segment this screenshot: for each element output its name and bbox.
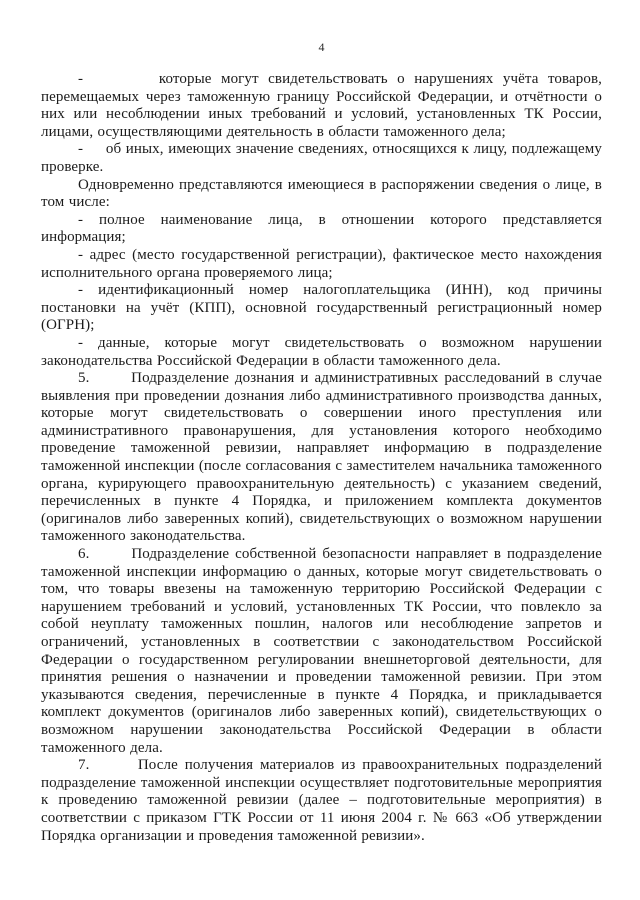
paragraph-dash-item-full-name: - полное наименование лица, в отношении которого представляется информация;	[41, 211, 602, 246]
paragraph-intro-available-info: Одновременно представляются имеющиеся в распоряжении сведения о лице, в том числе:	[41, 176, 602, 211]
paragraph-dash-item-other-info: - об иных, имеющих значение сведениях, относящихся к лицу, подлежащему проверке.	[41, 141, 602, 175]
paragraph-dash-item-inn-kpp-ogrn: - идентификационный номер налогоплательщика (ИНН), код причины постановки на учёт (КПП), основной государственный регистрационный номер (ОГРН);	[41, 282, 602, 334]
paragraph-clause-7: 7. После получения материалов из правоохранительных подразделений подразделение таможенной инспекции осуществляет подготовительные мероприятия к проведению таможенной ревизии (далее – подготовительные мероприятия) в соответствии с приказом ГТК России от 11 июня 2004 г. № 663 «Об утверждении Порядка организации и проведения таможенной ревизии».	[41, 757, 602, 844]
page-number: 4	[318, 40, 325, 54]
paragraph-dash-item-goods-violations: - которые могут свидетельствовать о нарушениях учёта товаров, перемещаемых через таможенную границу Российской Федерации, и отчётности о них или несоблюдении иных требований и условий, установленных ТК России, лицами, осуществляющими деятельность в области таможенного дела;	[41, 71, 602, 140]
paragraph-clause-6: 6. Подразделение собственной безопасности направляет в подразделение таможенной инспекции информацию о данных, которые могут свидетельствовать о том, что товары ввезены на таможенную территорию Российской Федерации с нарушением требований и условий, установленных ТК России, что повлекло за собой неуплату таможенных пошлин, налогов или несоблюдение запретов и ограничений, установленных в соответствии с законодательством Российской Федерации о государственном регулировании внешнеторговой деятельности, для принятия решения о назначении и проведении таможенной ревизии. При этом указываются сведения, перечисленные в пункте 4 Порядка, и прикладывается комплект документов (оригиналов либо заверенных копий), свидетельствующих о возможном нарушении законодательства Российской Федерации в области таможенного дела.	[41, 546, 602, 756]
document-body	[41, 71, 602, 845]
paragraph-clause-5: 5. Подразделение дознания и административных расследований в случае выявления при проведении дознания либо административного производства данных, которые могут свидетельствовать о совершении иного преступления или административного правонарушения, для установления которого необходимо проведение таможенной ревизии, направляет информацию в подразделение таможенной инспекции (после согласования с заместителем начальника таможенного органа, курирующего правоохранительную деятельность) с указанием сведений, перечисленных в пункте 4 Порядка, и приложением комплекта документов (оригиналов либо заверенных копий), свидетельствующих о возможном нарушении таможенного законодательства.	[41, 370, 602, 545]
paragraph-dash-item-possible-violation: - данные, которые могут свидетельствовать о возможном нарушении законодательства Российской Федерации в области таможенного дела.	[41, 334, 602, 369]
paragraph-dash-item-address: - адрес (место государственной регистрации), фактическое место нахождения исполнительного органа проверяемого лица;	[41, 246, 602, 281]
